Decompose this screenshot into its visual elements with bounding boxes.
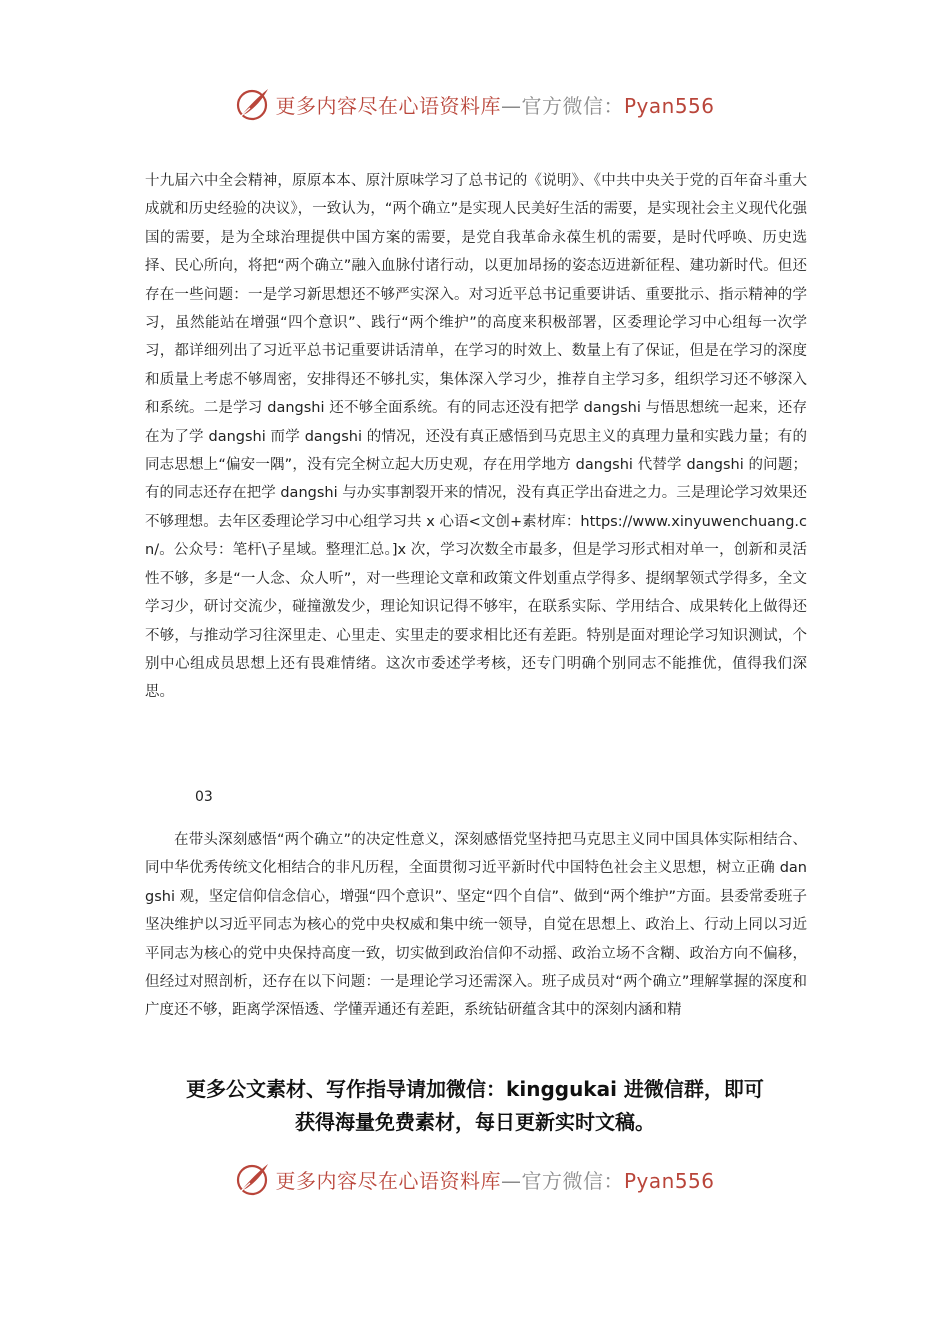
body-paragraph-2: 在带头深刻感悟“两个确立”的决定性意义，深刻感悟党坚持把马克思主义同中国具体实际相结合、同中华优秀传统文化相结合的非凡历程，全面贯彻习近平新时代中国特色社会主义思想，树立正确 dangshi 观，坚定信仰信念信心，增强“四个意识”、坚定“四个自信”、做到“两个维护”方面。县委常委班子坚决维护以习近平同志为核心的党中央权威和集中统一领导，自觉在思想上、政治上、行动上同以习近平同志为核心的党中央保持高度一致，切实做到政治信仰不动摇、政治立场不含糊、政治方向不偏移，但经过对照剖析，还存在以下问题：一是理论学习还需深入。班子成员对“两个确立”理解掌握的深度和广度还不够，距离学深悟透、学懂弄通还有差距，系统钻研蕴含其中的深刻内涵和精 <box>145 832 807 1019</box>
banner-official-label: 官方微信： <box>521 93 624 118</box>
header-banner <box>0 84 950 124</box>
banner-text <box>275 90 714 119</box>
banner-separator: — <box>500 93 522 118</box>
promo-notice <box>120 1073 830 1139</box>
document-body-section-2 <box>145 826 807 1025</box>
footer-banner <box>0 1159 950 1199</box>
quill-pen-logo-icon <box>235 1161 271 1197</box>
body-paragraph-1: 十九届六中全会精神，原原本本、原汁原味学习了总书记的《说明》、《中共中央关于党的百年奋斗重大成就和历史经验的决议》，一致认为，“两个确立”是实现人民美好生活的需要，是实现社会主义现代化强国的需要，是为全球治理提供中国方案的需要，是党自我革命永葆生机的需要，是时代呼唤、历史选择、民心所向，将把“两个确立”融入血脉付诸行动，以更加昂扬的姿态迈进新征程、建功新时代。但还存在一些问题：一是学习新思想还不够严实深入。对习近平总书记重要讲话、重要批示、指示精神的学习，虽然能站在增强“四个意识”、践行“两个维护”的高度来积极部署，区委理论学习中心组每一次学习，都详细列出了习近平总书记重要讲话清单，在学习的时效上、数量上有了保证，但是在学习的深度和质量上考虑不够周密，安排得还不够扎实，集体深入学习少，推荐自主学习多，组织学习还不够深入和系统。二是学习 dangshi 还不够全面系统。有的同志还没有把学 dangshi 与悟思想统一起来，还存在为了学 dangshi 而学 dangshi 的情况，还没有真正感悟到马克思主义的真理力量和实践力量；有的同志思想上“偏安一隅”，没有完全树立起大历史观，存在用学地方 dangshi 代替学 dangshi 的问题；有的同志还存在把学 dangshi 与办实事割裂开来的情况，没有真正学出奋进之力。三是理论学习效果还不够理想。去年区委理论学习中心组学习共 x 心语<文创+素材库：https://www.xinyuwenchuang.cn/。公众号：笔杆\子星域。整理汇总。]x 次，学习次数全市最多，但是学习形式相对单一，创新和灵活性不够，多是“一人念、众人听”，对一些理论文章和政策文件划重点学得多、提纲挈领式学得多，全文学习少，研讨交流少，碰撞激发少，理论知识记得不够牢，在联系实际、学用结合、成果转化上做得还不够，与推动学习往深里走、心里走、实里走的要求相比还有差距。特别是面对理论学习知识测试，个别中心组成员思想上还有畏难情绪。这次市委述学考核，还专门明确个别同志不能推优，值得我们深思。 <box>145 173 807 701</box>
banner-wechat-id: Pyan556 <box>623 1168 715 1193</box>
banner-separator: — <box>500 1168 522 1193</box>
quill-pen-logo-icon <box>235 86 271 122</box>
banner-site-text: 更多内容尽在心语资料库 <box>275 1168 501 1193</box>
banner-text <box>275 1165 714 1194</box>
banner-official-label: 官方微信： <box>521 1168 624 1193</box>
promo-line-1: 更多公文素材、写作指导请加微信：kinggukai 进微信群，即可 <box>186 1077 764 1101</box>
banner-wechat-id: Pyan556 <box>623 93 715 118</box>
section-number: 03 <box>195 789 213 805</box>
promo-line-2: 获得海量免费素材，每日更新实时文稿。 <box>295 1110 655 1134</box>
document-body-section-1 <box>145 167 807 707</box>
banner-site-text: 更多内容尽在心语资料库 <box>275 93 501 118</box>
